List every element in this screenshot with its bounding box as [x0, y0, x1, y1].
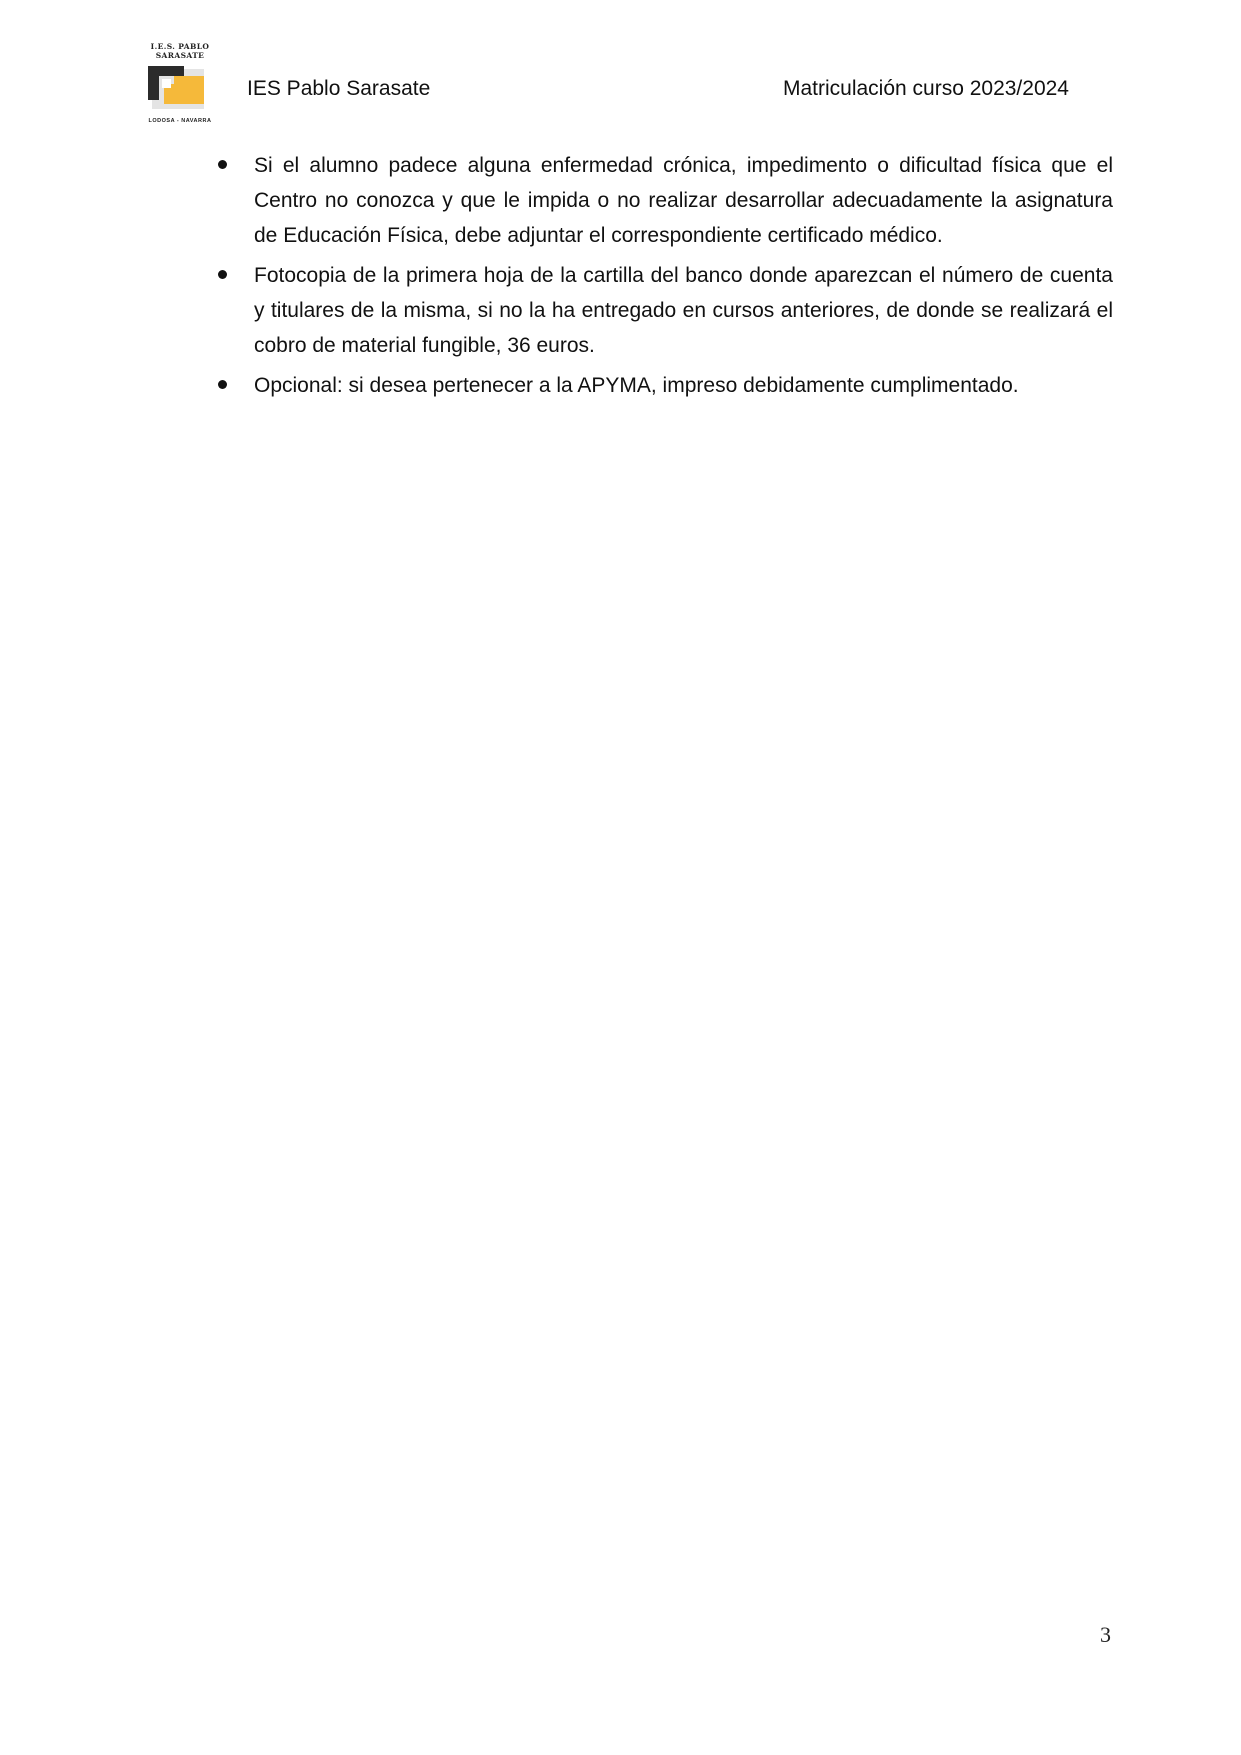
- course-title: Matriculación curso 2023/2024: [782, 77, 1069, 100]
- school-logo: [125, 40, 235, 128]
- logo-bottom-text: LODOSA - NAVARRA: [148, 118, 212, 124]
- requirements-section: [218, 148, 1113, 408]
- page-number: 3: [1100, 1622, 1111, 1647]
- school-name: IES Pablo Sarasate: [247, 77, 431, 100]
- list-item: [218, 148, 1113, 253]
- list-item: [218, 258, 1113, 363]
- list-item-text: Fotocopia de la primera hoja de la cartilla del banco donde aparezcan el número de cuenta y titulares de la misma, si no la ha entregado en cursos anteriores, de donde se realizará el cobro de material fungible, 36 euros.: [254, 264, 1113, 357]
- bullet-icon: [218, 270, 227, 279]
- list-item: [218, 368, 1113, 403]
- list-item-text: Si el alumno padece alguna enfermedad crónica, impedimento o dificultad física que el Centro no conozca y que le impida o no realizar desarrollar adecuadamente la asignatura de Educación Física, debe adjuntar el correspondiente certificado médico.: [254, 154, 1113, 247]
- requirements-list: [218, 148, 1113, 403]
- list-item-text: Opcional: si desea pertenecer a la APYMA, impreso debidamente cumplimentado.: [254, 374, 1019, 397]
- logo-mark-icon: [146, 64, 208, 114]
- bullet-icon: [218, 380, 227, 389]
- logo-top-text: I.E.S. PABLO SARASATE: [150, 42, 210, 60]
- bullet-icon: [218, 160, 227, 169]
